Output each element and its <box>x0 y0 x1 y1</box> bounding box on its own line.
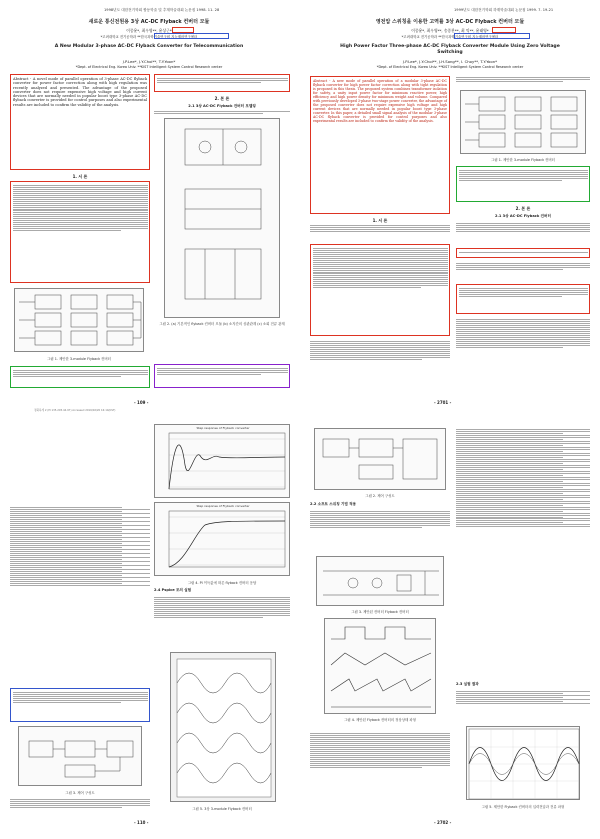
body-text-2 <box>310 732 450 769</box>
body-text-2 <box>154 596 290 619</box>
subsection-2-2: 2.2 소프트 스위칭 기법 적용 <box>310 502 357 506</box>
figure-5-caption: 그림 5. 제안한 Flyback 컨버터의 입력전압과 전류 파형 <box>481 805 565 809</box>
section-intro-heading: 1. 서 론 <box>372 218 388 223</box>
green-highlight-box <box>10 366 150 388</box>
page-2702 <box>304 420 596 835</box>
page-number: - 110 - <box>134 820 149 825</box>
page-2701 <box>304 4 596 414</box>
body-text <box>310 510 450 529</box>
plot-a-title: Step response of Flyback converter <box>196 426 250 430</box>
purple-highlight-box <box>154 364 290 388</box>
figure-4-caption: 그림 4. PI 이득값에 따른 flyback 컨버터 응답 <box>187 581 257 585</box>
page-number: - 2701 - <box>434 400 452 405</box>
page-110 <box>4 420 294 835</box>
figure-3-control-diagram <box>18 726 142 786</box>
figure-1-caption: 그림 1. 제안한 3-module Flyback 컨버터 <box>47 357 111 361</box>
figure-2-caption: 그림 2. (a) 기본적인 flyback 컨버터 모듈 (b) 소자간의 상관관계 (c) 소회 전류 관계 <box>159 322 285 326</box>
circuit-diagram <box>15 289 145 353</box>
control-block-diagram <box>19 727 143 787</box>
body-text <box>10 798 150 809</box>
green-highlight-box <box>456 166 590 202</box>
abstract-box <box>310 76 450 214</box>
figure-3-caption: 그림 3. 제안된 컨버터 Flyback 컨버터 <box>351 610 409 614</box>
abstract-text: Abstract - A new mode of parallel operation of a modular 3-phase AC-DC flyback converter for high power factor correction along with tight regulation is proposed in this thesis. The proposed system combines transformer isolation for safety, a unity input power factor for minimum reactive power, high efficiency and high power density for minimum weight and volume. Compared with previously developed 3-phase two-stage power converter, the advantage of the proposed converter does not require expensive high voltage and high current devices that are normally needed in popular boost type 3-phase converter. In this paper, a detailed small signal analysis of the modular 3-phase AC-DC flyback converter is provided for control purposes and also experimental results are included to confirm the validity of the analysis. <box>313 79 447 124</box>
figure-5-waveforms <box>170 652 276 802</box>
figure-5-oscilloscope <box>466 726 580 800</box>
body-text-2 <box>456 262 590 271</box>
control-block-diagram <box>315 429 447 491</box>
body-text <box>154 110 290 115</box>
figure-5-caption: 그림 5. 3상 3-module Flyback 컨버터 <box>192 807 252 811</box>
circuit-diagram <box>461 91 587 155</box>
figure-1-caption: 그림 1. 제안한 3-module Flyback 컨버터 <box>491 158 555 162</box>
waveform-plot <box>171 653 277 803</box>
figure-1-schematic <box>14 288 144 352</box>
figure-3-caption: 그림 3. 제어 구성도 <box>65 791 95 795</box>
body-text-3 <box>456 690 590 705</box>
authors-kr: 이종윤*, 최우영**, 송종찬**, 최 익**, 윤태영* <box>411 28 489 33</box>
oscilloscope-plot <box>467 727 581 801</box>
plot-b-title: Step response of Flyback converter <box>196 504 250 508</box>
section-body-heading: 2. 본 론 <box>515 206 531 211</box>
figure-4-waveforms <box>324 618 436 714</box>
plot-a <box>155 425 291 499</box>
flyback-module-diagrams <box>165 119 281 319</box>
authors-en: J.P.Lee*, J.Y.Choi**, T.Y.Yoon* <box>122 59 176 64</box>
subsection-2-1: 2.1 3상 AC-DC Flyback 컨버터 <box>495 214 551 218</box>
figure-2-control-diagram <box>314 428 446 490</box>
subsection-2-3: 2.3 실험 결과 <box>456 682 479 686</box>
figure-4-step-response-b <box>154 502 290 576</box>
subsection-2-1: 2.1 3상 AC-DC Flyback 컨버터 모델링 <box>188 104 256 108</box>
right-col-top-box <box>154 74 290 92</box>
figure-4-caption: 그림 4. 제안된 Flyback 컨버터의 정상상태 파형 <box>344 718 416 722</box>
paper-title-kr: 새로운 통신전원용 3상 AC-DC Flyback 컨버터 모듈 <box>88 19 210 25</box>
subsection-2-4: 2.4 Pspice 모의 실험 <box>154 588 192 592</box>
authors-kr-text: 이종윤*, 최우영**, 윤상근* <box>126 28 172 33</box>
body-text <box>456 222 590 233</box>
figure-2-caption: 그림 2. 제어 구성도 <box>365 494 395 498</box>
figure-3-schematic <box>316 556 444 606</box>
affiliation-highlight-box <box>454 33 530 39</box>
circuit-diagram <box>317 557 445 607</box>
affiliation-highlight-box <box>154 33 229 39</box>
waveform-plot <box>325 619 437 715</box>
paper-title-en: A New Modular 3-phase AC-DC Flyback Converter for Telecommunication <box>54 44 244 49</box>
page-footer: 정확하게 2 (PI 135.205.44.97) Accessed 2016/02/20 16:14(KST) <box>34 409 116 412</box>
section-body-heading: 2. 본 론 <box>214 96 230 101</box>
abstract-box: Abstract - A novel mode of parallel operation of 3-phase AC-DC flyback converter for power factor correction along with high regulation was recently analyzed and presented. The advantage of the proposed converter does not require expensive high voltage and high current devices that are normally needed in popular boost type 3-phase AC-DC flyback converter is provided for control purposes and also experimental results are included to confirm the validity of the analysis. <box>10 74 150 170</box>
affiliation-kr: *고려대학교 전기공학과 **한국과학기술연구원 지능제어연구센터 <box>401 35 499 39</box>
section-intro-heading: 1. 서 론 <box>72 174 88 179</box>
figure-4-step-response-a <box>154 424 290 498</box>
page-number: - 109 - <box>134 400 149 405</box>
figure-1-schematic <box>460 90 586 154</box>
intro-text <box>310 224 450 233</box>
affiliation-en: *Dept. of Electrical Eng. Korea Univ. **KIST Intelligent System Control Research center <box>376 65 524 69</box>
right-col-equations <box>456 428 590 528</box>
right-col-text <box>456 76 590 83</box>
authors-en: J.P.Lee*, J.Y.Choi**, J.H.Song**, I. Choy**, T.Y.Yoon* <box>402 59 498 64</box>
body-highlight-box-2 <box>456 284 590 314</box>
paper-title-en: High Power Factor Three-phase AC-DC Flyback Converter Module Using Zero Voltage Switching <box>340 44 560 55</box>
equations-block <box>10 506 150 587</box>
page-109 <box>4 4 294 414</box>
affiliation-kr: *고려대학교 전기공학과 **한국과학기술연구원 지능제어연구센터 <box>100 35 198 39</box>
paper-title-kr: 영전압 스위칭을 이용한 고역률 3상 AC-DC Flyback 컨버터 모듈 <box>375 19 525 25</box>
figure-2-schematics <box>164 118 280 318</box>
intro-text-2 <box>310 340 450 361</box>
body-highlight-box <box>456 248 590 258</box>
blue-highlight-box <box>10 688 150 722</box>
affiliation-en: *Dept. of Electrical Eng. Korea Univ. **KIST Intelligent System Control Research center <box>75 65 223 69</box>
body-text-3 <box>456 318 590 349</box>
intro-highlight-box <box>10 181 150 283</box>
intro-highlight-box <box>310 244 450 336</box>
page-header: 1998년도 대한전기학회 합동학술 및 추계학술대회 논문집 1998. 11. 28 <box>104 8 220 12</box>
page-number: - 2702 - <box>434 820 452 825</box>
plot-b <box>155 503 291 577</box>
page-header: 1999년도 대한전기학회 하계학술대회 논문집 1999. 7. 19-21 <box>454 8 554 12</box>
